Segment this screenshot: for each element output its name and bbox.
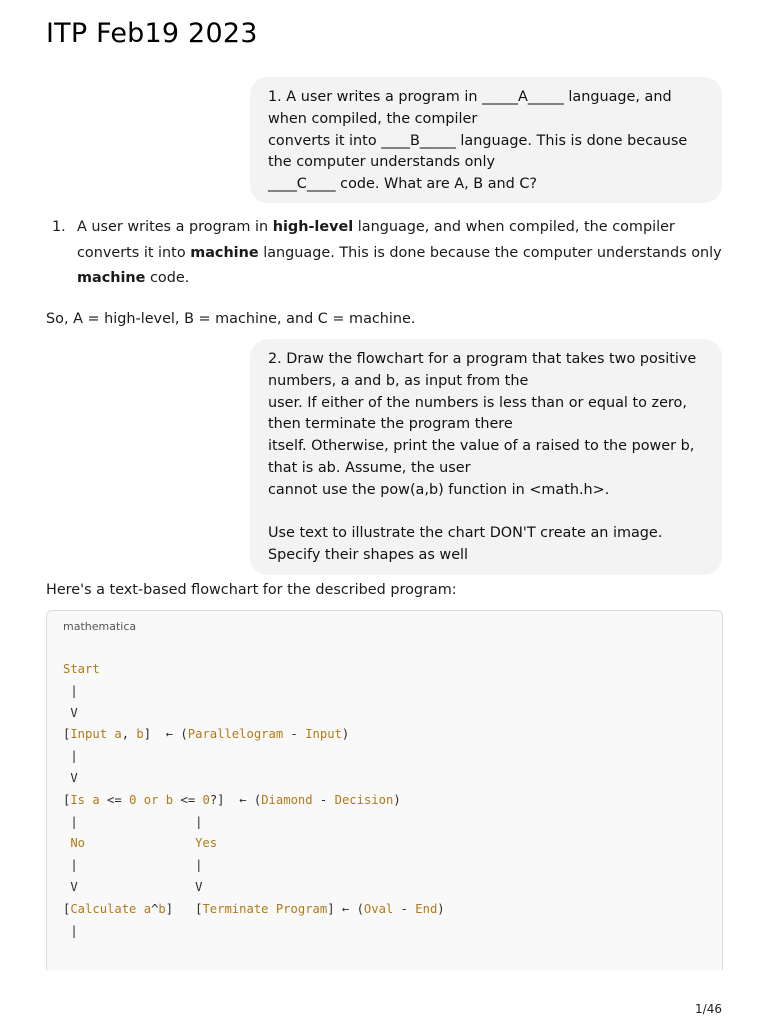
code-line	[63, 812, 445, 834]
code-token: Decision	[334, 792, 394, 807]
answer-1-line-3	[77, 266, 732, 292]
flowchart-intro: Here's a text-based flowchart for the described program:	[46, 582, 457, 598]
answer-text: converts it into	[77, 244, 191, 261]
answer-1-line-1	[77, 215, 732, 241]
code-token: a	[114, 727, 122, 742]
user-message-question-1	[250, 77, 722, 203]
code-token: Calculate	[70, 901, 137, 916]
question-2-line: that is ab. Assume, the user	[268, 459, 471, 476]
question-1-line: ____C____ code. What are A, B and C?	[268, 176, 538, 193]
code-token: )	[341, 727, 350, 742]
question-2-line: then terminate the program there	[268, 416, 513, 433]
code-token: |	[63, 923, 78, 938]
list-number: 1.	[52, 219, 66, 235]
code-line	[63, 724, 445, 746]
code-token: )	[393, 792, 401, 807]
question-1-line: the computer understands only	[268, 154, 496, 171]
code-token	[136, 902, 143, 916]
code-body	[63, 659, 445, 942]
code-token	[85, 836, 195, 850]
blank-line	[268, 502, 704, 524]
code-line	[63, 855, 445, 877]
code-token: Diamond	[261, 792, 313, 807]
code-token: | |	[63, 858, 203, 873]
code-token: Program	[275, 901, 328, 916]
code-token: [	[63, 727, 71, 742]
code-token: b	[158, 901, 166, 916]
answer-bold-text: high-level	[272, 219, 354, 235]
code-token: -	[283, 727, 306, 742]
code-token: Yes	[195, 836, 218, 851]
code-token: b	[136, 727, 144, 742]
answer-1-line-2	[77, 241, 732, 267]
code-token: V	[63, 770, 78, 785]
code-token: Input	[305, 727, 342, 742]
answer-text: language. This is done because the computer understands only	[258, 244, 722, 261]
code-token: or	[143, 792, 159, 807]
user-message-question-2	[250, 339, 722, 575]
answer-1-item	[52, 215, 732, 292]
page-number: 1/46	[695, 1002, 722, 1016]
code-token: ?] ← (	[209, 792, 262, 807]
question-2-line: Use text to illustrate the chart DON'T create an image.	[268, 525, 663, 542]
answer-bold-text: machine	[190, 244, 259, 261]
answer-1-list	[52, 215, 732, 292]
code-token: End	[415, 901, 438, 916]
code-block[interactable]	[46, 610, 723, 970]
code-token	[158, 793, 165, 807]
code-token: ,	[121, 727, 137, 742]
question-2-line: itself. Otherwise, print the value of a raised to the power b,	[268, 438, 695, 455]
code-token: b	[165, 792, 174, 807]
code-token: Parallelogram	[187, 727, 284, 742]
code-token	[136, 793, 143, 807]
code-token: |	[63, 749, 78, 764]
code-token: -	[312, 792, 335, 807]
code-token: -	[393, 901, 416, 916]
question-2-line: 2. Draw the flowchart for a program that takes two positive	[268, 351, 697, 367]
code-token: [	[63, 901, 71, 916]
code-token: ^	[151, 901, 159, 916]
answer-bold-text: machine	[77, 270, 146, 286]
code-line	[63, 899, 445, 921]
answer-text: code.	[145, 270, 190, 286]
answer-summary: So, A = high-level, B = machine, and C = machine.	[46, 311, 416, 327]
code-token: ] ← (	[327, 901, 364, 916]
code-token	[269, 902, 276, 916]
code-token: V V	[63, 879, 203, 894]
code-token: 0	[129, 792, 137, 807]
code-line	[63, 790, 445, 812]
question-2-line: numbers, a and b, as input from the	[268, 372, 529, 389]
code-token: No	[63, 836, 86, 851]
code-line	[63, 746, 445, 768]
code-token: 0	[202, 792, 210, 807]
code-token: ] [	[165, 901, 203, 916]
question-2-line: Specify their shapes as well	[268, 547, 469, 564]
code-token: a	[143, 901, 152, 916]
code-token: )	[437, 901, 445, 916]
code-token: [	[63, 792, 71, 807]
code-token: <=	[173, 792, 203, 807]
code-token: Start	[63, 662, 100, 676]
code-line	[63, 768, 445, 790]
code-line	[63, 681, 445, 703]
code-token: Is	[70, 792, 86, 807]
question-1-line: 1. A user writes a program in _____A_____ language, and	[268, 89, 672, 105]
question-2-line: user. If either of the numbers is less than or equal to zero,	[268, 394, 687, 411]
question-1-line: when compiled, the compiler	[268, 110, 478, 127]
code-token: V	[63, 705, 78, 720]
code-token: | |	[63, 814, 203, 829]
code-line	[63, 659, 445, 681]
code-line	[63, 833, 445, 855]
answer-text: language, and when compiled, the compiler	[353, 219, 675, 235]
code-token: Terminate	[202, 901, 269, 916]
code-token: |	[63, 683, 78, 698]
code-language-label: mathematica	[63, 620, 137, 633]
code-line	[63, 703, 445, 725]
code-token: <=	[99, 792, 130, 807]
answer-text: A user writes a program in	[77, 219, 273, 235]
page-title: ITP Feb19 2023	[46, 18, 258, 49]
code-line	[63, 877, 445, 899]
code-token: Input	[70, 727, 108, 742]
code-token: Oval	[363, 901, 394, 916]
question-1-line: converts it into ____B_____ language. This is done because	[268, 132, 688, 149]
code-token: ] ← (	[143, 727, 188, 742]
question-2-line: cannot use the pow(a,b) function in <math.h>.	[268, 481, 610, 498]
code-token: a	[92, 792, 100, 807]
code-line	[63, 921, 445, 943]
